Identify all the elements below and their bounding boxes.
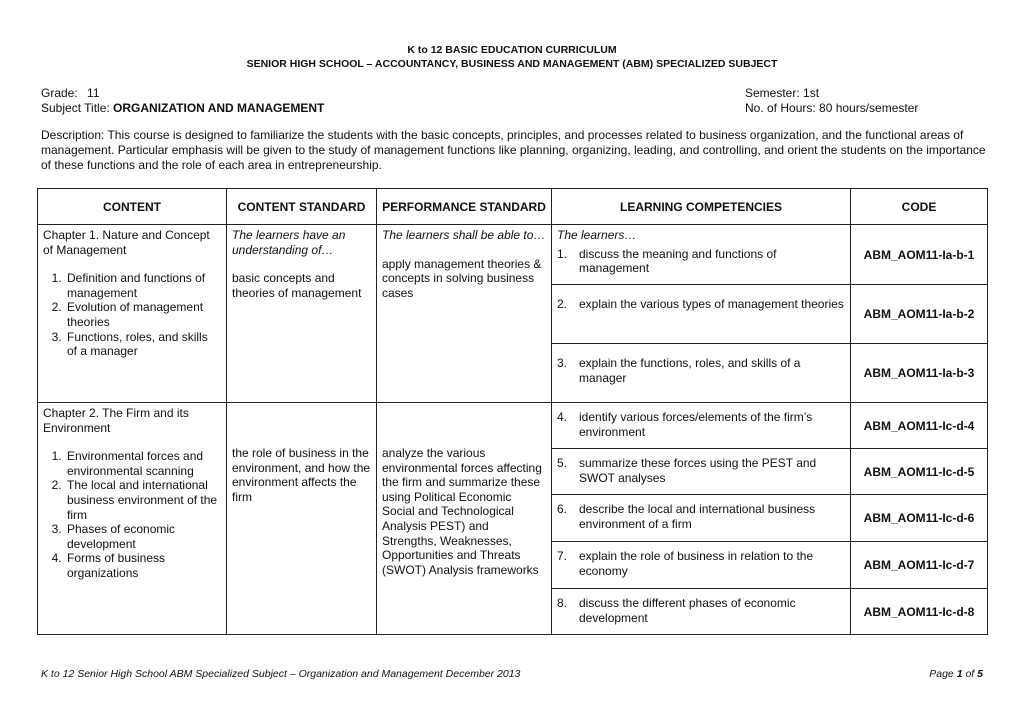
chapter1-content [38, 225, 227, 403]
competency-1 [552, 243, 850, 276]
chapter2-content [38, 403, 227, 635]
chapter2-performance-standard [377, 403, 552, 635]
competency-cell [552, 403, 851, 449]
competency-text: discuss the different phases of economic development [579, 596, 796, 625]
page-indicator [929, 668, 983, 680]
code-cell: ABM_AOM11-Ic-d-7 [851, 542, 988, 589]
page-word: Page [929, 668, 954, 680]
grade-line [41, 86, 100, 101]
subject-label: Subject Title: [41, 101, 110, 115]
list-item: 1. Environmental forces and environmental scanning [65, 449, 221, 478]
footer-text: K to 12 Senior High School ABM Specialized Subject – Organization and Management December 2013 [41, 668, 521, 680]
list-item: 2. Evolution of management theories [65, 300, 221, 329]
competency-number: 5. [557, 456, 568, 470]
page-number: 1 [956, 668, 963, 680]
of-word: of [965, 668, 975, 680]
list-item: 1. Definition and functions of management [65, 271, 221, 300]
competency-4 [552, 403, 850, 439]
subject-value: ORGANIZATION AND MANAGEMENT [113, 101, 325, 115]
chapter1-topics [43, 271, 221, 359]
header-content: CONTENT [38, 189, 227, 225]
chapter2-topics [43, 449, 221, 580]
competency-number: 4. [557, 410, 568, 424]
code-cell: ABM_AOM11-Ic-d-4 [851, 403, 988, 449]
chapter2-content-standard [227, 403, 377, 635]
description: Description: This course is designed to familiarize the students with the basic concepts, principles, and processes related to business organization, and the functional areas of management. Particular emphasis will be given to the study of management functions like planning, organizing, leading, and controlling, and orient the students on the importance of these functions and the role of each area in entrepreneurship. [41, 128, 986, 172]
chapter2-performance-standard-text: analyze the various environmental forces affecting the firm and summarize these using Political Economic Social and Technological Analysis PEST) and Strengths, Weaknesses, Opportunities and Threats (SWOT) Analysis frameworks [382, 446, 542, 577]
competency-8 [552, 589, 850, 625]
code-cell: ABM_AOM11-Ia-b-3 [851, 344, 988, 403]
competency-text: explain the role of business in relation to the economy [579, 549, 814, 578]
doc-title-line2: SENIOR HIGH SCHOOL – ACCOUNTANCY, BUSINESS AND MANAGEMENT (ABM) SPECIALIZED SUBJECT [246, 58, 778, 70]
chapter2-content-standard-text: the role of business in the environment, and how the environment affects the firm [232, 446, 371, 504]
competency-text: identify various forces/elements of the firm’s environment [579, 410, 813, 439]
code-cell: ABM_AOM11-Ia-b-1 [851, 225, 988, 285]
competency-cell [552, 344, 851, 403]
competency-2 [552, 285, 850, 312]
list-item: 3. Phases of economic development [65, 522, 221, 551]
list-item: 3. Functions, roles, and skills of a manager [65, 330, 221, 359]
list-item: 4. Forms of business organizations [65, 551, 221, 580]
competency-cell [552, 225, 851, 285]
header-content-standard: CONTENT STANDARD [227, 189, 377, 225]
page-total: 5 [977, 668, 983, 680]
grade-label: Grade: [41, 86, 78, 100]
competency-3 [552, 344, 850, 385]
competency-cell [552, 495, 851, 542]
learning-competencies-intro: The learners… [557, 228, 637, 242]
chapter2-title: Chapter 2. The Firm and its Environment [43, 406, 189, 435]
chapter1-content-standard [227, 225, 377, 403]
competency-number: 3. [557, 356, 568, 370]
hours: No. of Hours: 80 hours/semester [745, 101, 919, 115]
competency-number: 8. [557, 596, 568, 610]
competency-number: 2. [557, 297, 568, 311]
code-cell: ABM_AOM11-Ic-d-8 [851, 589, 988, 635]
competency-7 [552, 542, 850, 578]
competency-number: 1. [557, 246, 568, 261]
competency-number: 7. [557, 549, 568, 563]
competency-cell [552, 542, 851, 589]
header-code: CODE [851, 189, 988, 225]
grade-value: 11 [87, 86, 100, 100]
table-row [38, 403, 988, 449]
header-performance-standard: PERFORMANCE STANDARD [377, 189, 552, 225]
chapter1-content-standard-text: basic concepts and theories of management [232, 271, 362, 300]
chapter1-title: Chapter 1. Nature and Concept of Management [43, 228, 210, 257]
code-cell: ABM_AOM11-Ic-d-5 [851, 449, 988, 495]
competency-cell [552, 589, 851, 635]
code-cell: ABM_AOM11-Ia-b-2 [851, 285, 988, 344]
competency-text: discuss the meaning and functions of management [579, 246, 777, 276]
doc-title-line1: K to 12 BASIC EDUCATION CURRICULUM [407, 44, 617, 56]
competency-text: summarize these forces using the PEST and SWOT analyses [579, 456, 817, 485]
competency-text: explain the functions, roles, and skills of a manager [579, 356, 801, 385]
competency-cell [552, 449, 851, 495]
header-learning-competencies: LEARNING COMPETENCIES [552, 189, 851, 225]
competency-number: 6. [557, 502, 568, 516]
chapter1-performance-standard [377, 225, 552, 403]
content-standard-intro: The learners have an understanding of… [232, 228, 346, 257]
table-row [38, 225, 988, 285]
performance-standard-intro: The learners shall be able to… [382, 228, 546, 242]
competency-text: explain the various types of management theories [579, 297, 844, 311]
chapter1-performance-standard-text: apply management theories & concepts in solving business cases [382, 256, 542, 300]
competency-6 [552, 495, 850, 531]
table-header-row [38, 189, 988, 225]
code-cell: ABM_AOM11-Ic-d-6 [851, 495, 988, 542]
competency-text: describe the local and international business environment of a firm [579, 502, 816, 531]
subject-line [41, 101, 324, 116]
semester: Semester: 1st [745, 86, 820, 100]
competency-5 [552, 449, 850, 485]
competency-cell [552, 285, 851, 344]
curriculum-table [37, 188, 988, 635]
list-item: 2. The local and international business environment of the firm [65, 478, 221, 522]
